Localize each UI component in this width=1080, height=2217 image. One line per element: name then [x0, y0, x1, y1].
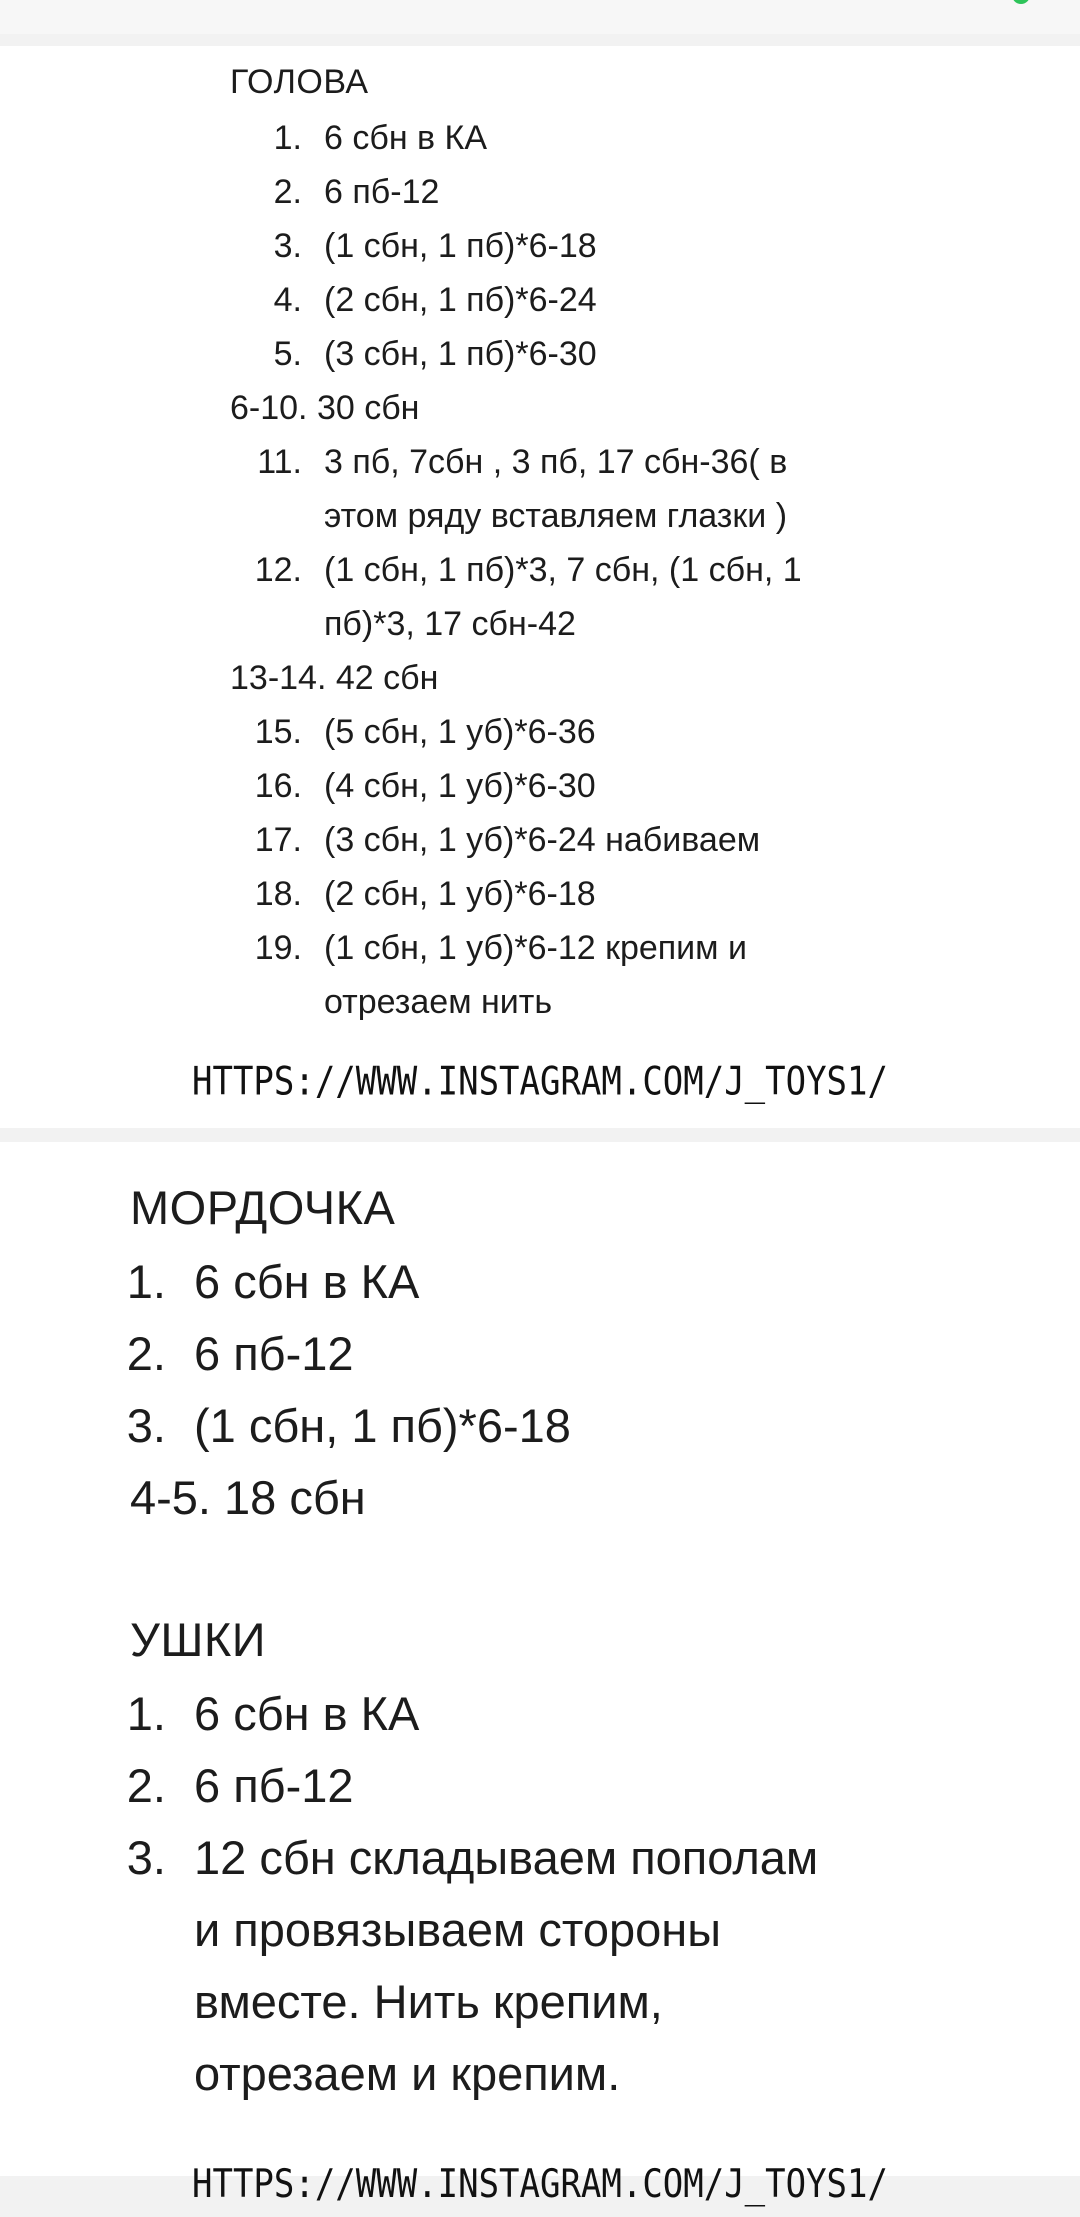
row-text: (2 сбн, 1 уб)*6-18: [324, 875, 596, 913]
row-text: отрезаем и крепим.: [194, 2047, 621, 2100]
row-number: 1.: [126, 1687, 166, 1740]
row-number: 18.: [254, 875, 302, 913]
row-text: 6 сбн в КА: [194, 1255, 420, 1308]
section-title-ears: УШКИ: [130, 1613, 267, 1666]
row-text: 3 пб, 7сбн , 3 пб, 17 сбн-36( в: [324, 443, 788, 481]
section-title-head: ГОЛОВА: [230, 63, 369, 101]
row-number: 3.: [126, 1399, 166, 1452]
watermark-url-cropped: HTTPS://WWW.INSTAGRAM.COM/J_TOYS1/: [192, 2161, 888, 2208]
row-number: 2.: [126, 1759, 166, 1812]
watermark-url: HTTPS://WWW.INSTAGRAM.COM/J_TOYS1/: [192, 1059, 888, 1105]
row-number: 16.: [254, 767, 302, 805]
row-text: 6 пб-12: [194, 1327, 354, 1380]
row-text: пб)*3, 17 сбн-42: [324, 605, 576, 643]
row-number: 1.: [273, 119, 302, 157]
section-title-muzzle: МОРДОЧКА: [130, 1181, 396, 1234]
row-text: (1 сбн, 1 уб)*6-12 крепим и: [324, 929, 747, 967]
row-number: 4.: [273, 281, 302, 319]
row-text: (2 сбн, 1 пб)*6-24: [324, 281, 597, 319]
row-text: 6 сбн в КА: [194, 1687, 420, 1740]
row-text: (3 сбн, 1 пб)*6-30: [324, 335, 597, 373]
row-text: 6 пб-12: [324, 173, 440, 211]
row-text: (4 сбн, 1 уб)*6-30: [324, 767, 596, 805]
row-text: и провязываем стороны: [194, 1903, 722, 1956]
row-number: 5.: [273, 335, 302, 373]
row-text: (3 сбн, 1 уб)*6-24 набиваем: [324, 821, 761, 859]
row-number: 17.: [254, 821, 302, 859]
top-strip: [0, 0, 1080, 34]
status-dot: [1012, 0, 1030, 4]
list-item: 6-10. 30 сбн: [230, 389, 420, 427]
row-text: вместе. Нить крепим,: [194, 1975, 663, 2028]
row-number: 3.: [273, 227, 302, 265]
row-text: 12 сбн складываем пополам: [194, 1831, 819, 1884]
row-text: отрезаем нить: [324, 983, 553, 1021]
list-item: 13-14. 42 сбн: [230, 659, 439, 697]
row-number: 12.: [254, 551, 302, 589]
row-number: 19.: [254, 929, 302, 967]
muzzle-ears-pattern-card: [0, 1142, 1080, 2208]
row-number: 15.: [254, 713, 302, 751]
row-text: (1 сбн, 1 пб)*6-18: [194, 1399, 571, 1452]
list-item: 4-5. 18 сбн: [130, 1471, 366, 1524]
row-text: (1 сбн, 1 пб)*3, 7 сбн, (1 сбн, 1: [324, 551, 802, 589]
head-pattern-card: [0, 46, 1080, 1128]
row-text: (1 сбн, 1 пб)*6-18: [324, 227, 597, 265]
row-text: (5 сбн, 1 уб)*6-36: [324, 713, 596, 751]
row-number: 3.: [126, 1831, 166, 1884]
row-text: 6 сбн в КА: [324, 119, 488, 157]
row-text: этом ряду вставляем глазки ): [324, 497, 788, 535]
row-number: 11.: [257, 443, 302, 481]
row-number: 2.: [126, 1327, 166, 1380]
row-number: 2.: [273, 173, 302, 211]
row-text: 6 пб-12: [194, 1759, 354, 1812]
row-number: 1.: [126, 1255, 166, 1308]
